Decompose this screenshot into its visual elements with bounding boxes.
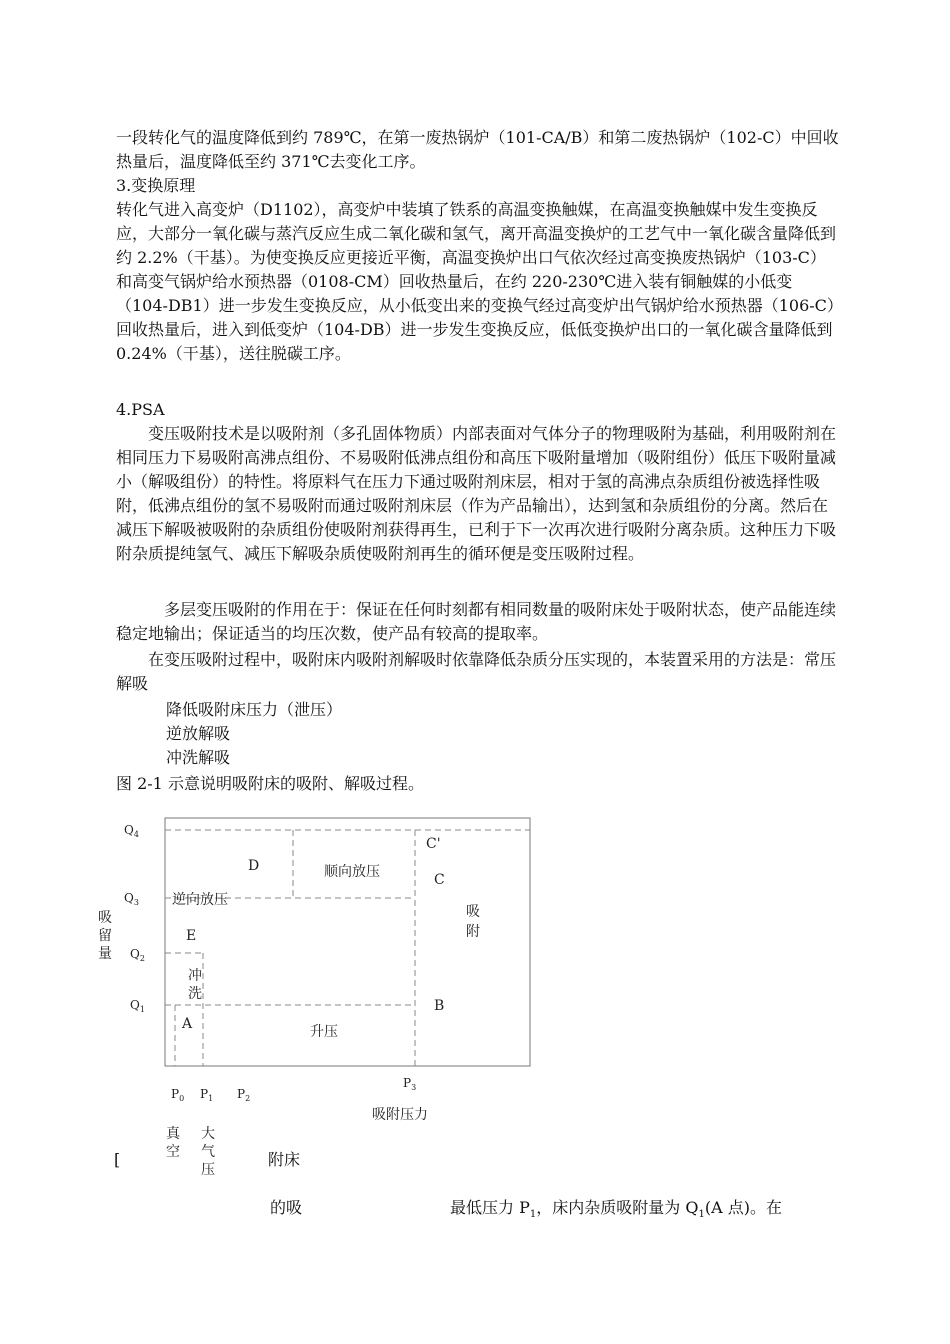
y-tick-q4: $Q_4$ bbox=[124, 823, 139, 839]
point-e: E bbox=[186, 928, 197, 944]
region-chong-1: 冲 bbox=[188, 968, 202, 984]
point-c-prime: C' bbox=[426, 836, 441, 852]
point-c: C bbox=[434, 872, 445, 888]
x-tick-p1: $P_1$ bbox=[200, 1087, 214, 1103]
paragraph-waste-heat: 一段转化气的温度降低到约 789℃，在第一废热锅炉（101-CA/B）和第二废热锅炉（102-C）中回收热量后，温度降低至约 371℃去变化工序。 bbox=[116, 128, 839, 171]
heading-psa: 4.PSA bbox=[116, 400, 165, 419]
region-shun-xiang: 顺向放压 bbox=[324, 864, 380, 880]
region-chong-2: 洗 bbox=[188, 986, 202, 1002]
heading-shift-principle: 3.变换原理 bbox=[116, 176, 196, 195]
y-tick-q3: $Q_3$ bbox=[124, 891, 139, 907]
point-d: D bbox=[248, 858, 260, 874]
figure-reference: 图 2-1 示意说明吸附床的吸附、解吸过程。 bbox=[116, 774, 424, 793]
point-a: A bbox=[182, 1016, 193, 1032]
y-axis-label-2: 留 bbox=[98, 928, 112, 944]
region-xi-fu-1: 吸 bbox=[466, 904, 480, 920]
note-atm-3: 压 bbox=[201, 1162, 215, 1178]
y-tick-q2: $Q_2$ bbox=[130, 947, 145, 963]
fragment-suction: 的吸 bbox=[270, 1198, 303, 1217]
paragraph-shift-reaction: 转化气进入高变炉（D1102），高变炉中装填了铁系的高温变换触媒，在高温变换触媒中发生变换反应，大部分一氧化碳与蒸汽反应生成二氧化碳和氢气，离开高温变换炉的工艺气中一氧化碳含量降低到约 2.2%（干基）。为使变换反应更接近平衡，高温变换炉出口气依次经过高变换废热锅炉（103-C）和高变气锅炉给水预热器（0108-CM）回收热量后，在约 220-230℃进入装有铜触媒的小低变（104-DB1）进一步发生变换反应，从小低变出来的变换气经过高变炉出气锅炉给水预热器（106-C）回收热量后，进入到低变炉（104-DB）进一步发生变换反应，低低变换炉出口的一氧化碳含量降低到 0.24%（干基），送往脱碳工序。 bbox=[116, 200, 837, 363]
paragraph-desorption-methods: 在变压吸附过程中，吸附床内吸附剂解吸时依靠降低杂质分压实现的，本装置采用的方法是：常压解吸 bbox=[116, 650, 837, 693]
note-atm-2: 气 bbox=[201, 1144, 215, 1160]
y-axis-label-3: 量 bbox=[98, 946, 112, 962]
x-tick-p0: $P_0$ bbox=[171, 1087, 185, 1103]
adsorption-diagram bbox=[80, 810, 550, 1190]
method-depressurize: 降低吸附床压力（泄压） bbox=[166, 700, 343, 719]
fragment-bed: 附床 bbox=[268, 1150, 301, 1169]
x-tick-p3: $P_3$ bbox=[403, 1076, 417, 1092]
method-purge: 冲洗解吸 bbox=[166, 748, 231, 767]
x-tick-p2: $P_2$ bbox=[237, 1087, 251, 1103]
fragment-bracket: [ bbox=[114, 1150, 121, 1169]
paragraph-psa-principle: 变压吸附技术是以吸附剂（多孔固体物质）内部表面对气体分子的物理吸附为基础，利用吸附剂在相同压力下易吸附高沸点组份、不易吸附低沸点组份和高压下吸附量增加（吸附组份）低压下吸附量减小（解吸组份）的特性。将原料气在压力下通过吸附剂床层，相对于氢的高沸点杂质组份被选择性吸附，低沸点组份的氢不易吸附而通过吸附剂床层（作为产品输出），达到氢和杂质组份的分离。然后在减压下解吸被吸附的杂质组份使吸附剂获得再生，已利于下一次再次进行吸附分离杂质。这种压力下吸附杂质提纯氢气、减压下解吸杂质使吸附剂再生的循环便是变压吸附过程。 bbox=[116, 424, 837, 563]
y-axis-label-1: 吸 bbox=[98, 910, 112, 926]
note-vacuum-1: 真 bbox=[166, 1126, 180, 1142]
x-axis-label: 吸附压力 bbox=[372, 1107, 428, 1123]
region-ni-xiang: 逆向放压 bbox=[172, 892, 228, 908]
point-b: B bbox=[434, 998, 445, 1014]
method-reverse-release: 逆放解吸 bbox=[166, 724, 231, 743]
note-atm-1: 大 bbox=[201, 1126, 215, 1142]
diagram-frame bbox=[165, 818, 530, 1066]
note-vacuum-2: 空 bbox=[166, 1144, 180, 1160]
paragraph-multilayer: 多层变压吸附的作用在于：保证在任何时刻都有相同数量的吸附床处于吸附状态，使产品能连续稳定地输出；保证适当的均压次数，使产品有较高的提取率。 bbox=[116, 600, 837, 643]
fragment-min-pressure: 最低压力 $P_1$，床内杂质吸附量为 $Q_1(A$ 点)。在 bbox=[450, 1198, 782, 1221]
region-sheng-ya: 升压 bbox=[310, 1024, 338, 1040]
region-xi-fu-2: 附 bbox=[466, 924, 480, 940]
y-tick-q1: $Q_1$ bbox=[130, 998, 145, 1014]
